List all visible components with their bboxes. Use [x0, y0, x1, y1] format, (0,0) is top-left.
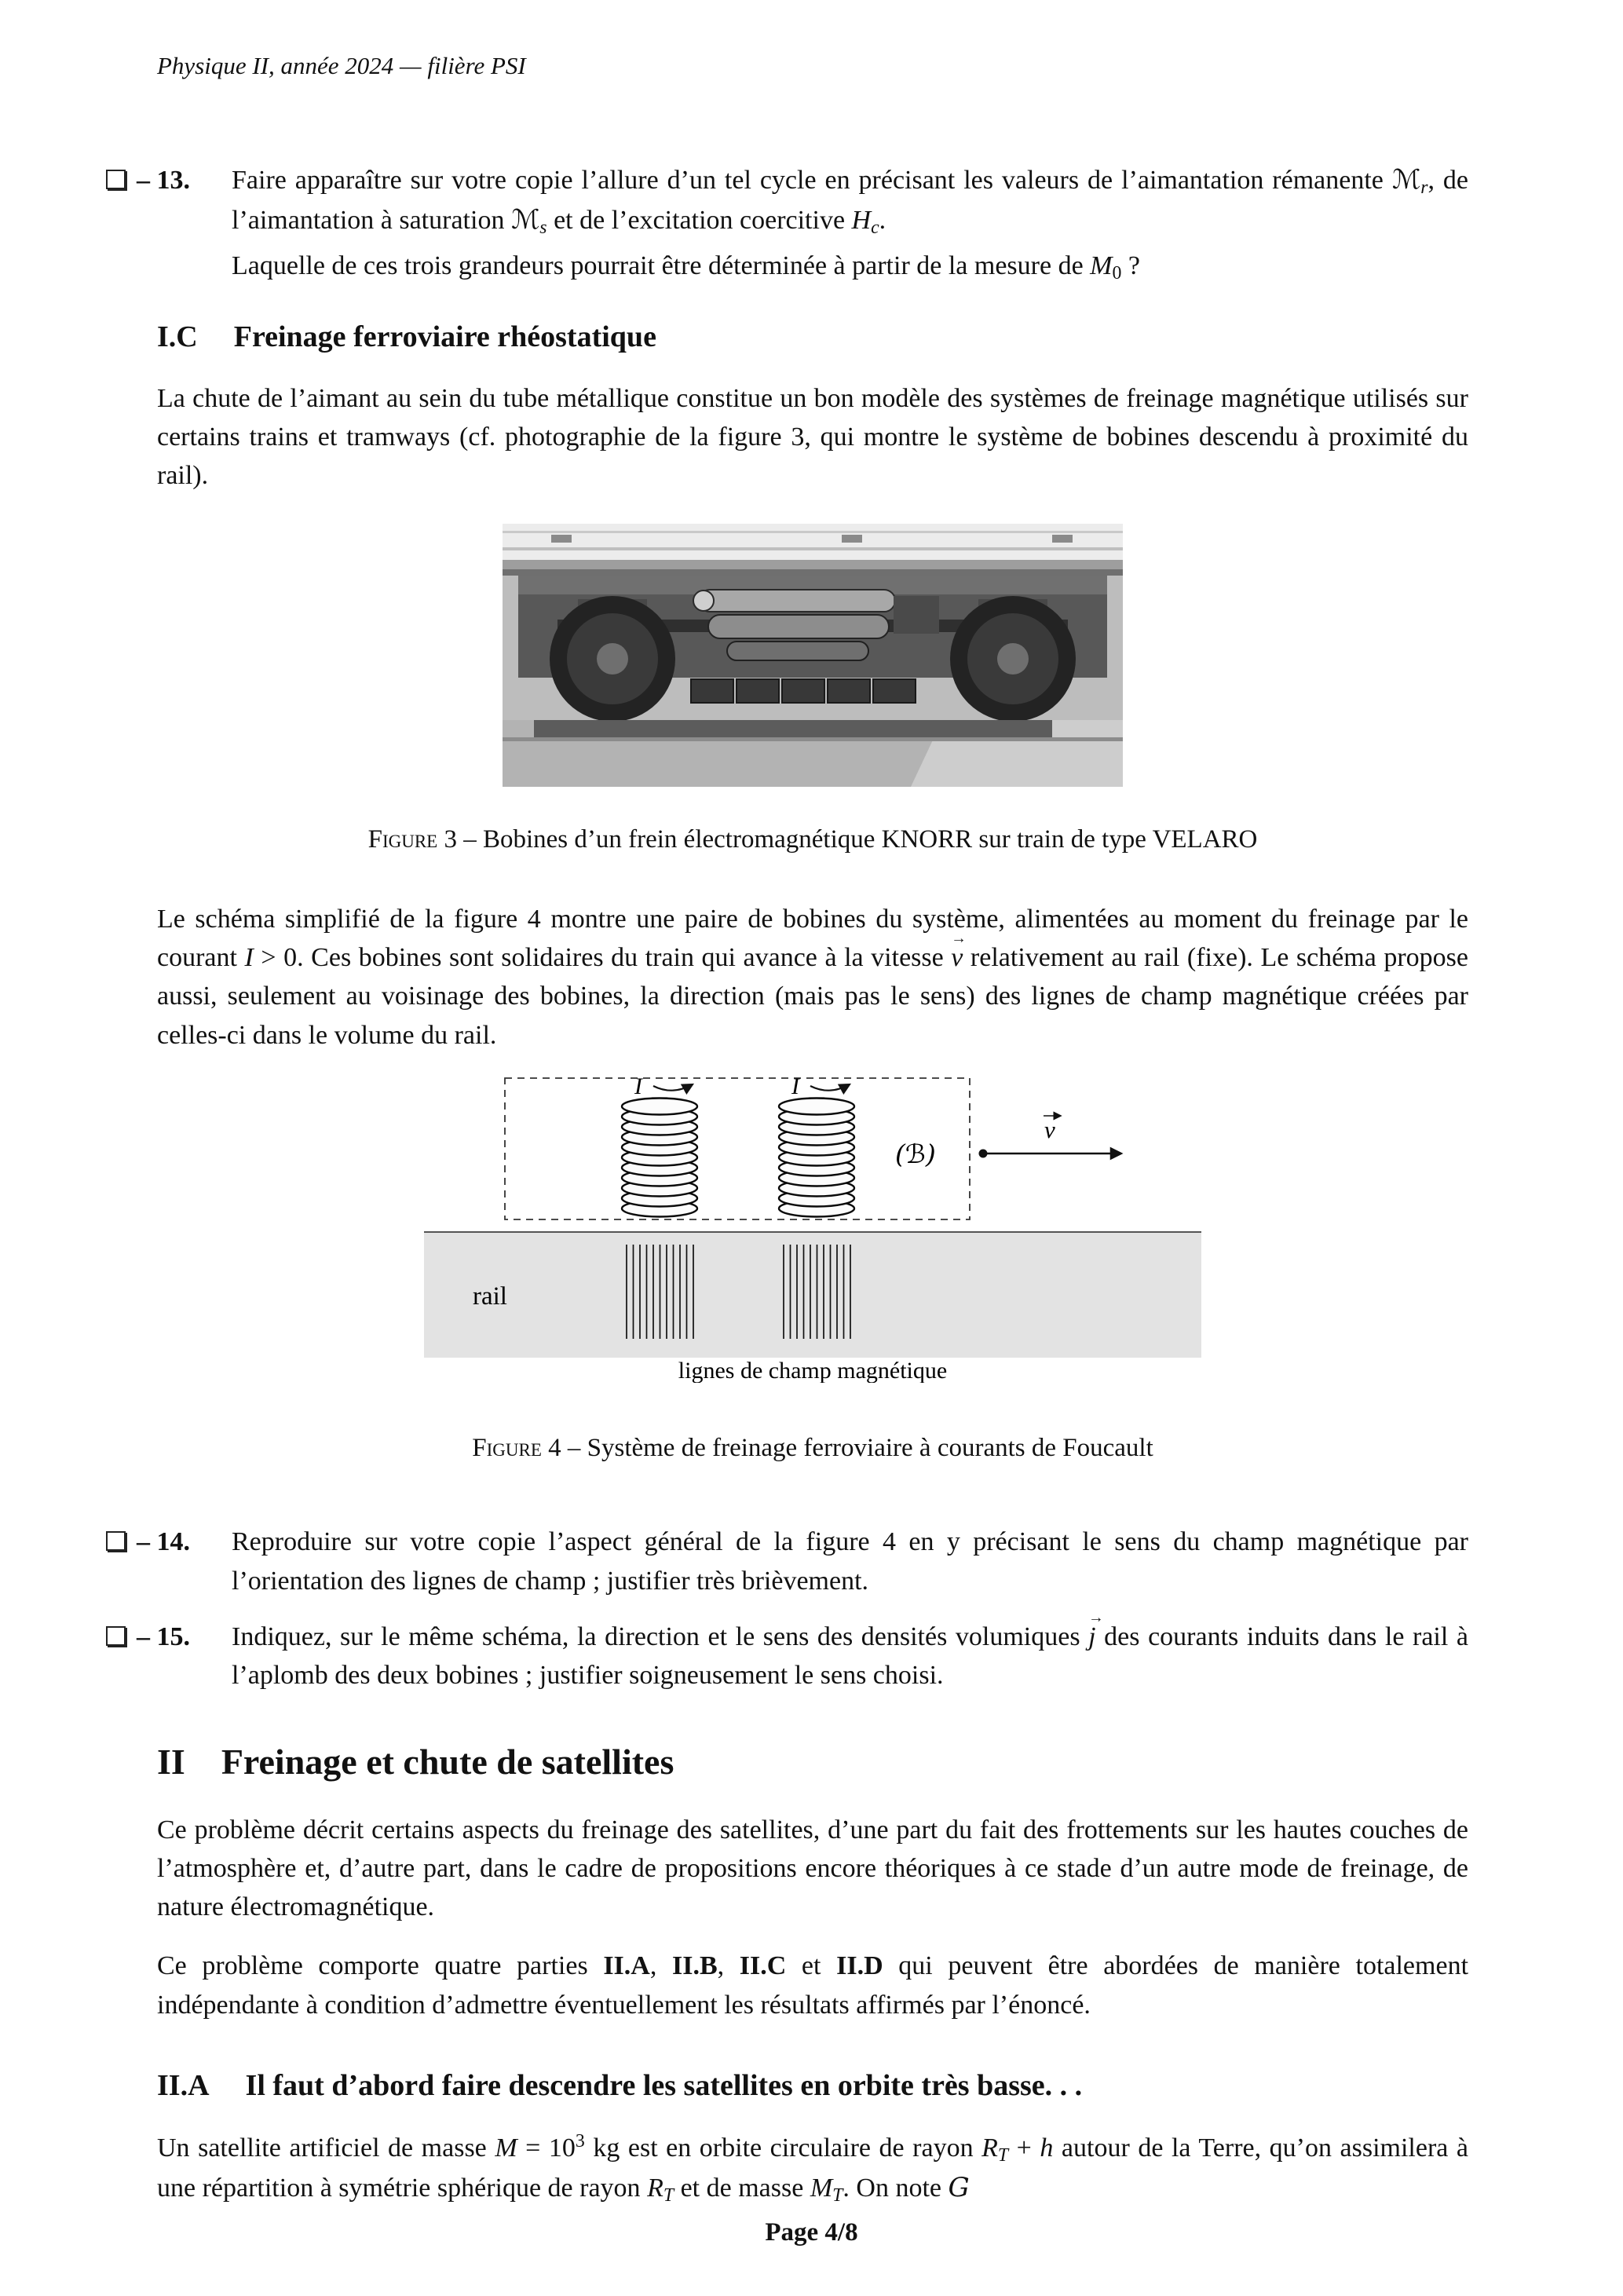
train-body [503, 524, 1123, 576]
checkbox-icon [106, 170, 126, 189]
paragraph-ii-2: Ce problème comporte quatre parties II.A, II.B, II.C et II.D qui peuvent être abordées de manière totalement indépendante à condition d’admettre éventuellement les résultats affirmés par l’énoncé. [157, 1951, 1469, 2020]
question-13-body [232, 161, 1468, 287]
field-label: (ℬ) [895, 1139, 936, 1170]
question-number: – 13. [137, 165, 190, 195]
question-14 [106, 1523, 1468, 1600]
coil-left [622, 1099, 697, 1217]
velocity-arrow [979, 1116, 1122, 1158]
current-label-left: I [634, 1075, 642, 1100]
section-iia-title: Il faut d’abord faire descendre les satellites en orbite très basse. . . [245, 2069, 1083, 2103]
current-arrow-right [810, 1084, 850, 1091]
checkbox-icon [106, 1626, 126, 1646]
paragraph-ii-1: Ce problème décrit certains aspects du freinage des satellites, d’une part du fait des frottements sur les hautes couches de l’atmosphère et, d’autre part, dans le cadre de propositions encore théoriques à ce stade d’un autre mode de freinage, de nature électromagnétique. [157, 1815, 1468, 1922]
wheel-right [950, 596, 1076, 722]
field-lines-label: lignes de champ magnétique [678, 1358, 948, 1384]
question-14-marker [106, 1523, 232, 1561]
coil-right [779, 1099, 854, 1217]
figure3-caption-label: Figure 3 [367, 825, 457, 854]
section-ic-number: I.C [157, 320, 198, 354]
section-ic-title: Freinage ferroviaire rhéostatique [233, 320, 656, 354]
ground [503, 720, 1123, 787]
question-13 [106, 161, 1468, 287]
figure3 [157, 524, 1468, 798]
question-13-text: Faire apparaître sur votre copie l’allure d’un tel cycle en précisant les valeurs de l’aimantation rémanente ℳr, de l’aimantation à saturation ℳs et de l’excitation coercitive Hc. [232, 163, 1468, 239]
question-15 [106, 1618, 1468, 1695]
question-15-body: Indiquez, sur le même schéma, la direction et le sens des densités volumiques j → des courants induits dans le rail à l’aplomb des deux bobines ; justifier soigneusement le sens choisi. [232, 1618, 1468, 1695]
question-15-marker [106, 1618, 232, 1656]
section-ic-heading [157, 320, 1468, 356]
section-ii-title: Freinage et chute de satellites [221, 1742, 674, 1782]
paragraph-iia: Un satellite artificiel de masse $M = 10^3$ kg est en orbite circulaire de rayon RT + h autour de la Terre, qu’on assimilera à une répartition à symétrie sphérique de rayon RT et de masse MT. On note G [157, 2130, 1468, 2206]
section-ii-heading [157, 1740, 1468, 1783]
question-13-marker [106, 161, 232, 199]
figure4 [157, 1075, 1468, 1394]
current-label-right: I [791, 1075, 799, 1100]
paragraph-ic: La chute de l’aimant au sein du tube métallique constitue un bon modèle des systèmes de freinage magnétique utilisés sur certains trains et tramways (cf. photographie de la figure 3, qui montre le système de bobines descendu à proximité du rail). [157, 383, 1468, 491]
section-iia-heading [157, 2068, 1468, 2104]
page-header: Physique II, année 2024 — filière PSI [157, 52, 526, 79]
wheel-left [550, 596, 675, 722]
figure4-caption [157, 1430, 1468, 1468]
current-arrow-left [653, 1084, 693, 1091]
figure3-photo [503, 524, 1123, 787]
rail-label: rail [473, 1282, 507, 1311]
page-footer: Page 4/8 [765, 2218, 858, 2247]
paragraph-figure4-intro: Le schéma simplifié de la figure 4 montre une paire de bobines du système, alimentées au moment du freinage par le courant I > 0. Ces bobines sont solidaires du train qui avance à la vitesse v → relativement au rail (fixe). Le schéma propose aussi, seulement au voisinage des bobines, la direction (mais pas le sens) des lignes de champ magnétique créées par celles-ci dans le volume du rail. [157, 900, 1468, 1055]
figure4-caption-text: – Système de freinage ferroviaire à courants de Foucault [567, 1434, 1153, 1463]
velocity-label: v [1044, 1116, 1055, 1144]
rail-block [424, 1232, 1201, 1358]
question-number: – 14. [137, 1527, 190, 1557]
question-14-body: Reproduire sur votre copie l’aspect général de la figure 4 en y précisant le sens du champ magnétique par l’orientation des lignes de champ ; justifier très brièvement. [232, 1527, 1468, 1596]
magnet-rail-brake [691, 679, 916, 703]
figure4-diagram [424, 1075, 1201, 1383]
figure4-caption-label: Figure 4 [472, 1434, 561, 1463]
section-ii-number: II [157, 1742, 185, 1782]
checkbox-icon [106, 1531, 126, 1551]
figure3-caption [157, 821, 1468, 859]
question-13-text-2: Laquelle de ces trois grandeurs pourrait être déterminée à partir de la mesure de M0 ? [232, 250, 1140, 283]
question-number: – 15. [137, 1621, 190, 1651]
section-iia-number: II.A [157, 2069, 210, 2103]
figure3-caption-text: – Bobines d’un frein électromagnétique KNORR sur train de type VELARO [463, 825, 1258, 854]
